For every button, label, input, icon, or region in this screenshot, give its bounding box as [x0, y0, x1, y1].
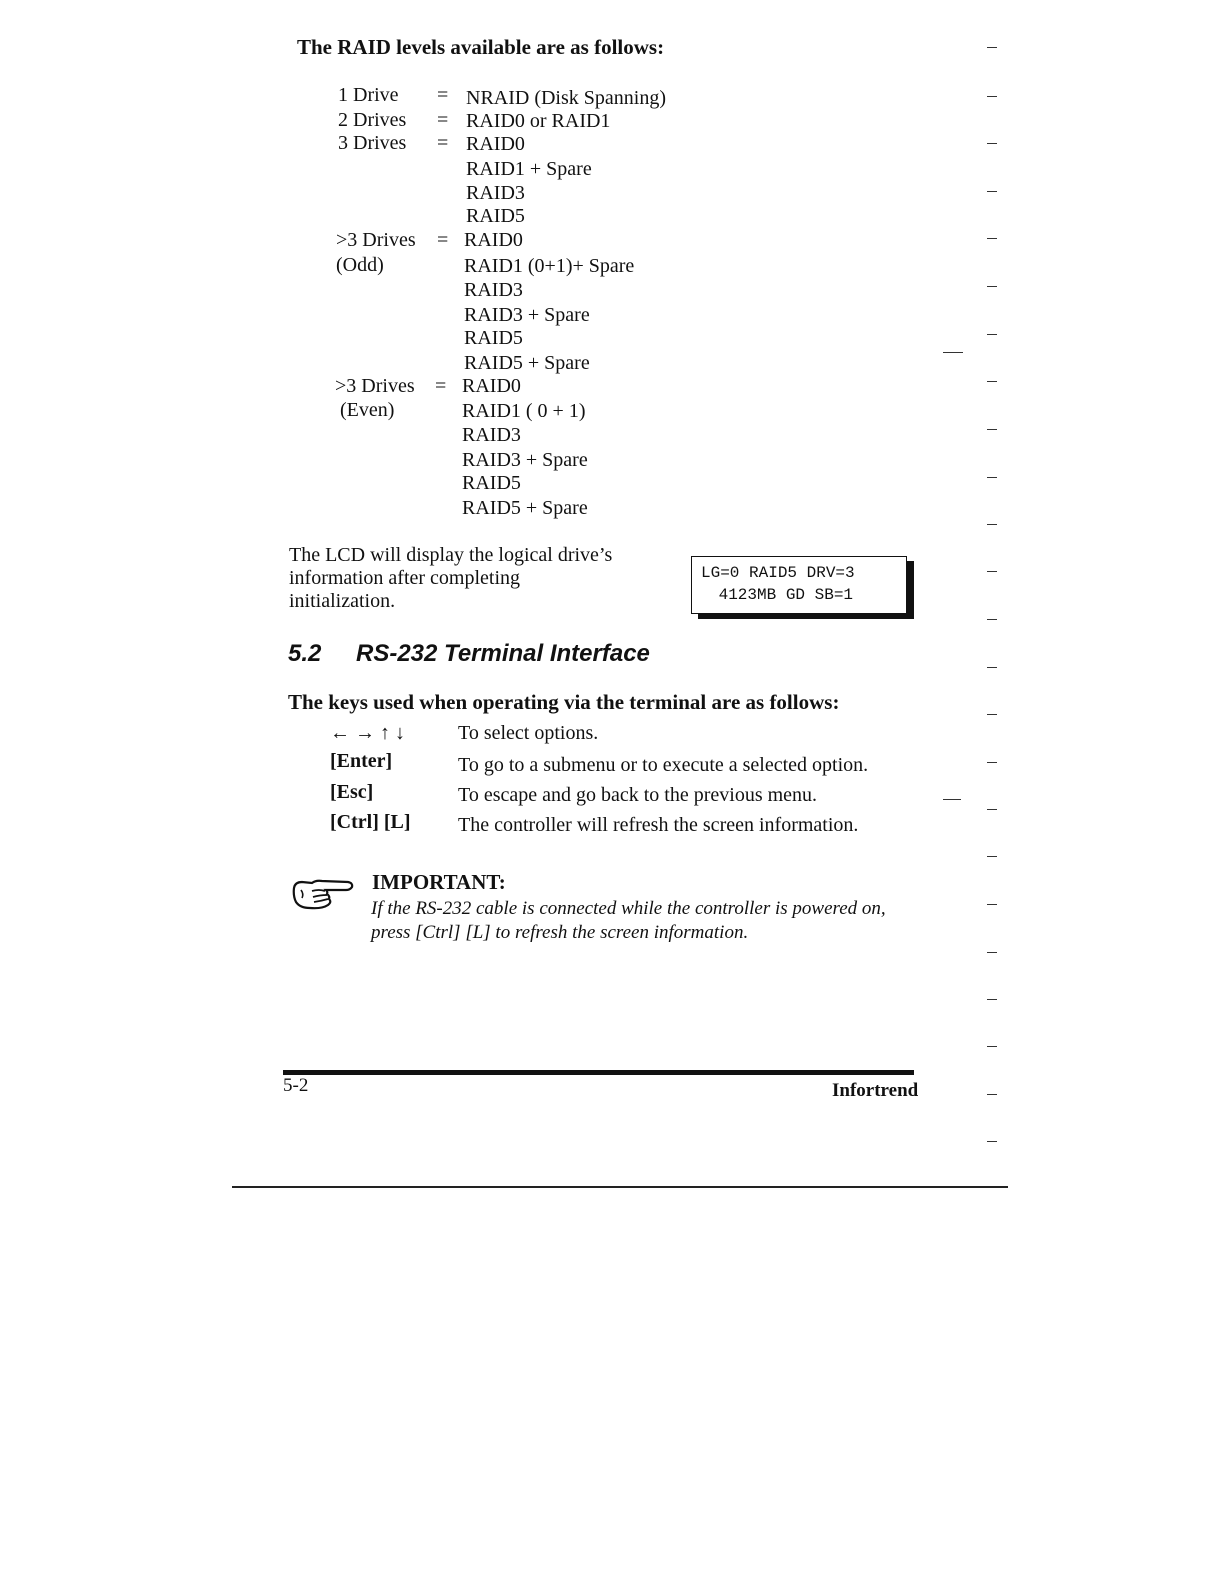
raid-level-item: RAID1 + Spare — [466, 158, 592, 180]
raid-level-item: RAID5 — [462, 472, 521, 494]
raid-level-item: RAID5 + Spare — [464, 352, 590, 374]
section-heading — [288, 640, 321, 668]
raid-level-item: RAID3 + Spare — [464, 304, 590, 326]
scan-mark — [987, 286, 997, 287]
scan-mark — [943, 352, 963, 353]
equals-sign: = — [437, 132, 449, 154]
scan-mark — [987, 429, 997, 430]
raid-level-item: RAID0 or RAID1 — [466, 110, 611, 132]
scan-mark — [987, 1094, 997, 1095]
key-description: The controller will refresh the screen information. — [458, 814, 859, 836]
lcd-paragraph — [289, 544, 612, 613]
scan-mark — [987, 524, 997, 525]
raid-level-item: RAID3 — [462, 424, 521, 446]
scan-mark — [987, 999, 997, 1000]
scan-mark — [943, 799, 961, 800]
footer-brand: Infortrend — [832, 1080, 919, 1101]
raid-level-item: RAID3 — [464, 279, 523, 301]
drive-parity-note: (Even) — [340, 399, 395, 421]
raid-level-item: RAID5 + Spare — [462, 497, 588, 519]
drive-count-2: 2 Drives — [338, 109, 407, 131]
important-text-line: press [Ctrl] [L] to refresh the screen information. — [371, 922, 749, 943]
lcd-line-2: 4123MB GD SB=1 — [709, 586, 854, 604]
drive-parity-note: (Odd) — [336, 254, 384, 276]
lcd-line-1: LG=0 RAID5 DRV=3 — [701, 564, 855, 582]
raid-level-item: RAID1 (0+1)+ Spare — [464, 255, 635, 277]
scan-mark — [987, 762, 997, 763]
scan-mark — [987, 856, 997, 857]
scan-mark — [987, 47, 997, 48]
section-title: RS-232 Terminal Interface — [356, 640, 650, 667]
scan-mark — [987, 477, 997, 478]
drive-count-odd: >3 Drives — [336, 229, 416, 251]
enter-key: [Enter] — [330, 750, 393, 772]
equals-sign: = — [437, 84, 449, 106]
raid-level-item: RAID1 ( 0 + 1) — [462, 400, 586, 422]
pointing-hand-icon — [292, 878, 354, 917]
intro-heading: The RAID levels available are as follows: — [297, 35, 665, 59]
raid-level-item: NRAID (Disk Spanning) — [466, 87, 666, 109]
scan-mark — [987, 143, 997, 144]
keys-intro: The keys used when operating via the terminal are as follows: — [288, 690, 840, 714]
raid-level-item: RAID5 — [464, 327, 523, 349]
scan-mark — [987, 904, 997, 905]
scan-mark — [987, 96, 997, 97]
raid-level-item: RAID0 — [464, 229, 523, 251]
key-description: To go to a submenu or to execute a selected option. — [458, 754, 869, 776]
lcd-paragraph-line: The LCD will display the logical drive’s — [289, 544, 613, 566]
lcd-paragraph-line: initialization. — [289, 590, 396, 612]
drive-count-3: 3 Drives — [338, 132, 407, 154]
scan-mark — [987, 619, 997, 620]
raid-level-item: RAID0 — [462, 375, 521, 397]
scan-mark — [987, 1046, 997, 1047]
esc-key: [Esc] — [330, 781, 374, 803]
scan-mark — [987, 571, 997, 572]
scan-mark — [987, 191, 997, 192]
key-description: To escape and go back to the previous menu. — [458, 784, 818, 806]
raid-level-item: RAID5 — [466, 205, 525, 227]
lcd-display — [691, 556, 907, 614]
raid-level-item: RAID3 — [466, 182, 525, 204]
equals-sign: = — [437, 109, 449, 131]
scan-mark — [987, 809, 997, 810]
equals-sign: = — [437, 229, 449, 251]
important-text — [371, 897, 886, 945]
scan-mark — [987, 714, 997, 715]
equals-sign: = — [435, 375, 447, 397]
arrow-keys: ← → ↑ ↓ — [330, 722, 405, 744]
scan-mark — [987, 334, 997, 335]
raid-level-item: RAID0 — [466, 133, 525, 155]
drive-count-even: >3 Drives — [335, 375, 415, 397]
section-number: 5.2 — [288, 640, 322, 667]
raid-level-item: RAID3 + Spare — [462, 449, 588, 471]
footer-page-number: 5-2 — [283, 1075, 309, 1096]
scan-mark — [987, 667, 997, 668]
scan-mark — [987, 238, 997, 239]
scan-mark — [987, 381, 997, 382]
key-description: To select options. — [458, 722, 599, 744]
drive-count-1: 1 Drive — [338, 84, 399, 106]
important-text-line: If the RS-232 cable is connected while the controller is powered on, — [371, 898, 886, 919]
footer-rule — [283, 1070, 914, 1075]
bottom-page-edge — [232, 1186, 1008, 1188]
important-label: IMPORTANT: — [372, 870, 506, 894]
ctrl-l-key: [Ctrl] [L] — [330, 811, 411, 833]
lcd-paragraph-line: information after completing — [289, 567, 521, 589]
scan-mark — [987, 1141, 997, 1142]
scan-mark — [987, 952, 997, 953]
